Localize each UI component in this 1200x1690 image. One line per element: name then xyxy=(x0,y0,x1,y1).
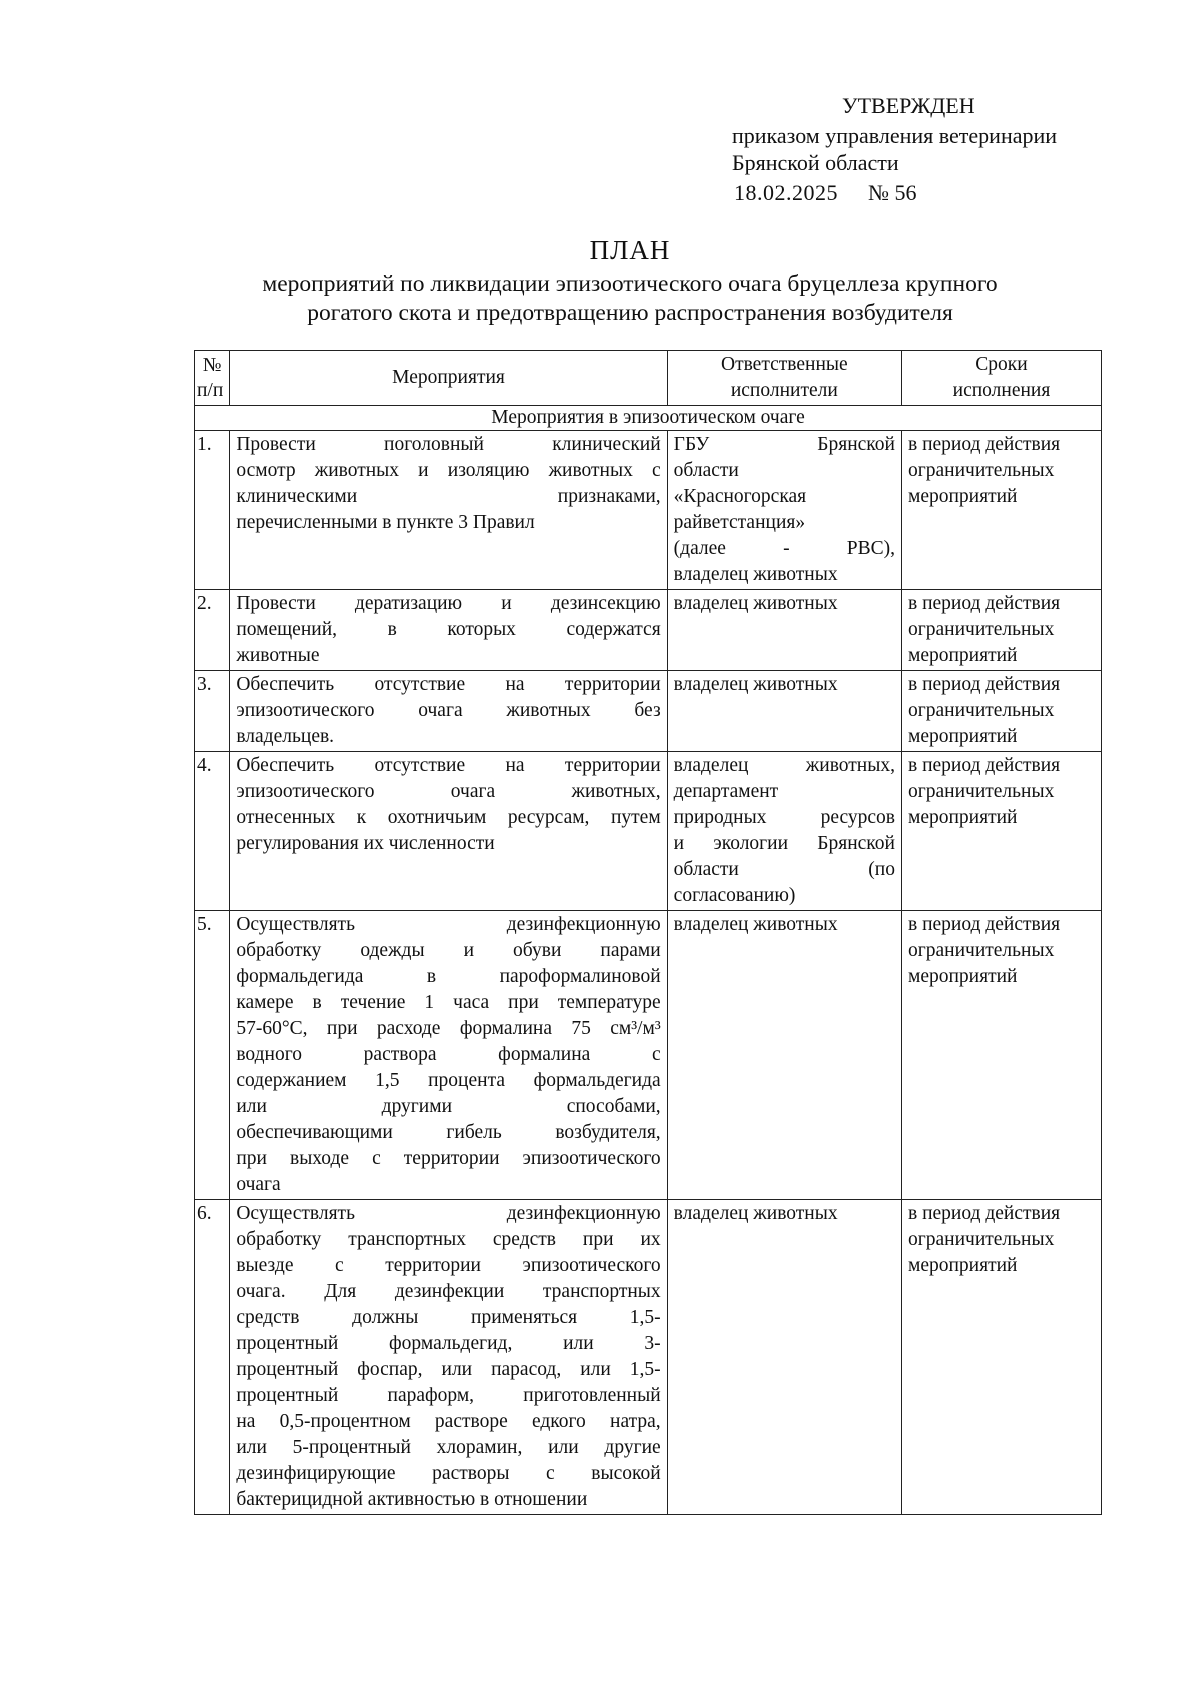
document-subtitle-line-1: мероприятий по ликвидации эпизоотического очага бруцеллеза крупного xyxy=(262,271,998,297)
table-row xyxy=(195,1200,1102,1515)
row-action-line: очага xyxy=(236,1174,281,1195)
header-responsible-line-2: исполнители xyxy=(730,380,838,401)
row-responsible-line: владелец животных xyxy=(673,564,838,585)
row-action-line: регулирования их численности xyxy=(236,833,495,854)
table-row xyxy=(195,590,1102,671)
row-action-line: 57-60°С, при расходе формалина 75 см³/м³ xyxy=(236,1018,661,1039)
row-action-line: процентный формальдегид, или 3- xyxy=(236,1333,661,1354)
approval-line-1: приказом управления ветеринарии xyxy=(732,123,1058,148)
row-action-line: очага. Для дезинфекции транспортных xyxy=(236,1281,661,1302)
approval-line-2: Брянской области xyxy=(732,150,899,175)
row-action-line: процентный фоспар, или парасод, или 1,5- xyxy=(236,1359,661,1380)
approval-date: 18.02.2025 xyxy=(734,180,838,205)
row-action xyxy=(230,911,667,1200)
row-number: 5. xyxy=(195,911,230,1200)
row-action-line: животные xyxy=(236,645,320,666)
document-heading xyxy=(0,234,1200,328)
table-row xyxy=(195,671,1102,752)
row-action-line: водного раствора формалина с xyxy=(236,1044,661,1065)
row-term-line: в период действия xyxy=(907,593,1061,614)
row-responsible-line: владелец животных, xyxy=(673,755,895,776)
row-action-line: обработку одежды и обуви парами xyxy=(236,940,661,961)
row-term-line: ограничительных xyxy=(907,460,1055,481)
row-responsible-line: владелец животных xyxy=(673,914,838,935)
row-number: 1. xyxy=(195,431,230,590)
header-action: Мероприятия xyxy=(230,351,667,406)
table-row xyxy=(195,911,1102,1200)
row-action-line: Осуществлять дезинфекционную xyxy=(236,914,661,935)
row-action-line: выезде с территории эпизоотического xyxy=(236,1255,661,1276)
header-responsible xyxy=(667,351,901,406)
row-responsible xyxy=(667,1200,901,1515)
row-action xyxy=(230,671,667,752)
row-action-line: клиническими признаками, xyxy=(236,486,661,507)
row-responsible-line: согласованию) xyxy=(673,885,796,906)
approval-number: № 56 xyxy=(868,180,917,205)
row-number: 3. xyxy=(195,671,230,752)
document-subtitle-line-2: рогатого скота и предотвращению распространения возбудителя xyxy=(307,300,953,326)
row-term-line: ограничительных xyxy=(907,940,1055,961)
row-action-line: отнесенных к охотничьим ресурсам, путем xyxy=(236,807,661,828)
row-term xyxy=(901,911,1101,1200)
row-action-line: при выходе с территории эпизоотического xyxy=(236,1148,661,1169)
document-title: ПЛАН xyxy=(589,235,671,265)
row-term xyxy=(901,752,1101,911)
row-responsible-line: (далее - РВС), xyxy=(673,538,895,559)
row-responsible-line: райветстанция» xyxy=(673,512,806,533)
row-number: 4. xyxy=(195,752,230,911)
row-responsible xyxy=(667,590,901,671)
row-action-line: эпизоотического очага животных, xyxy=(236,781,661,802)
row-action-line: помещений, в которых содержатся xyxy=(236,619,661,640)
row-action-line: перечисленными в пункте 3 Правил xyxy=(236,512,535,533)
row-term-line: ограничительных xyxy=(907,619,1055,640)
row-responsible-line: владелец животных xyxy=(673,674,838,695)
header-term-line-2: исполнения xyxy=(952,380,1051,401)
row-action xyxy=(230,752,667,911)
row-responsible-line: области xyxy=(673,460,739,481)
row-number: 6. xyxy=(195,1200,230,1515)
row-action-line: осмотр животных и изоляцию животных с xyxy=(236,460,661,481)
header-term xyxy=(901,351,1101,406)
row-action-line: Провести дератизацию и дезинсекцию xyxy=(236,593,661,614)
header-term-line-1: Сроки xyxy=(975,354,1028,375)
row-term-line: ограничительных xyxy=(907,1229,1055,1250)
row-term xyxy=(901,590,1101,671)
row-action-line: Обеспечить отсутствие на территории xyxy=(236,755,661,776)
row-action-line: содержанием 1,5 процента формальдегида xyxy=(236,1070,661,1091)
header-responsible-line-1: Ответственные xyxy=(720,354,848,375)
row-action-line: или другими способами, xyxy=(236,1096,661,1117)
section-row xyxy=(195,406,1102,431)
row-responsible xyxy=(667,671,901,752)
row-term-line: мероприятий xyxy=(907,966,1018,987)
row-responsible-line: области (по xyxy=(673,859,895,880)
row-term xyxy=(901,1200,1101,1515)
row-action-line: обработку транспортных средств при их xyxy=(236,1229,661,1250)
row-action-line: средств должны применяться 1,5- xyxy=(236,1307,661,1328)
row-action-line: бактерицидной активностью в отношении xyxy=(236,1489,588,1510)
row-action-line: Обеспечить отсутствие на территории xyxy=(236,674,661,695)
row-term xyxy=(901,431,1101,590)
row-action xyxy=(230,1200,667,1515)
row-term-line: мероприятий xyxy=(907,645,1018,666)
row-action xyxy=(230,590,667,671)
row-term-line: мероприятий xyxy=(907,1255,1018,1276)
row-action-line: камере в течение 1 часа при температуре xyxy=(236,992,661,1013)
plan-table xyxy=(194,350,1102,1515)
row-action-line: Провести поголовный клинический xyxy=(236,434,661,455)
approval-title: УТВЕРЖДЕН xyxy=(842,93,975,118)
row-responsible-line: владелец животных xyxy=(673,593,838,614)
row-term-line: в период действия xyxy=(907,674,1061,695)
row-responsible xyxy=(667,911,901,1200)
row-term-line: в период действия xyxy=(907,434,1061,455)
table-header-row xyxy=(195,351,1102,406)
row-action-line: владельцев. xyxy=(236,726,335,747)
row-action-line: обеспечивающими гибель возбудителя, xyxy=(236,1122,661,1143)
row-responsible-line: департамент xyxy=(673,781,779,802)
row-term-line: мероприятий xyxy=(907,726,1018,747)
row-term-line: в период действия xyxy=(907,1203,1061,1224)
row-responsible xyxy=(667,752,901,911)
header-number-line-1: № xyxy=(202,355,222,376)
row-term xyxy=(901,671,1101,752)
header-number xyxy=(195,351,230,406)
row-action-line: Осуществлять дезинфекционную xyxy=(236,1203,661,1224)
row-term-line: мероприятий xyxy=(907,807,1018,828)
row-action-line: дезинфицирующие растворы с высокой xyxy=(236,1463,661,1484)
row-term-line: в период действия xyxy=(907,914,1061,935)
row-term-line: ограничительных xyxy=(907,700,1055,721)
row-term-line: в период действия xyxy=(907,755,1061,776)
row-responsible-line: природных ресурсов xyxy=(673,807,895,828)
row-responsible-line: ГБУ Брянской xyxy=(673,434,895,455)
header-number-line-2: п/п xyxy=(197,380,224,401)
row-responsible xyxy=(667,431,901,590)
row-action-line: процентный параформ, приготовленный xyxy=(236,1385,661,1406)
section-title: Мероприятия в эпизоотическом очаге xyxy=(195,406,1102,431)
row-number: 2. xyxy=(195,590,230,671)
row-responsible-line: и экологии Брянской xyxy=(673,833,895,854)
row-responsible-line: «Красногорская xyxy=(673,486,807,507)
row-term-line: мероприятий xyxy=(907,486,1018,507)
row-action-line: или 5-процентный хлорамин, или другие xyxy=(236,1437,661,1458)
row-action-line: эпизоотического очага животных без xyxy=(236,700,661,721)
row-term-line: ограничительных xyxy=(907,781,1055,802)
row-action xyxy=(230,431,667,590)
table-row xyxy=(195,752,1102,911)
row-action-line: на 0,5-процентном растворе едкого натра, xyxy=(236,1411,661,1432)
row-action-line: формальдегида в пароформалиновой xyxy=(236,966,661,987)
row-responsible-line: владелец животных xyxy=(673,1203,838,1224)
table-row xyxy=(195,431,1102,590)
